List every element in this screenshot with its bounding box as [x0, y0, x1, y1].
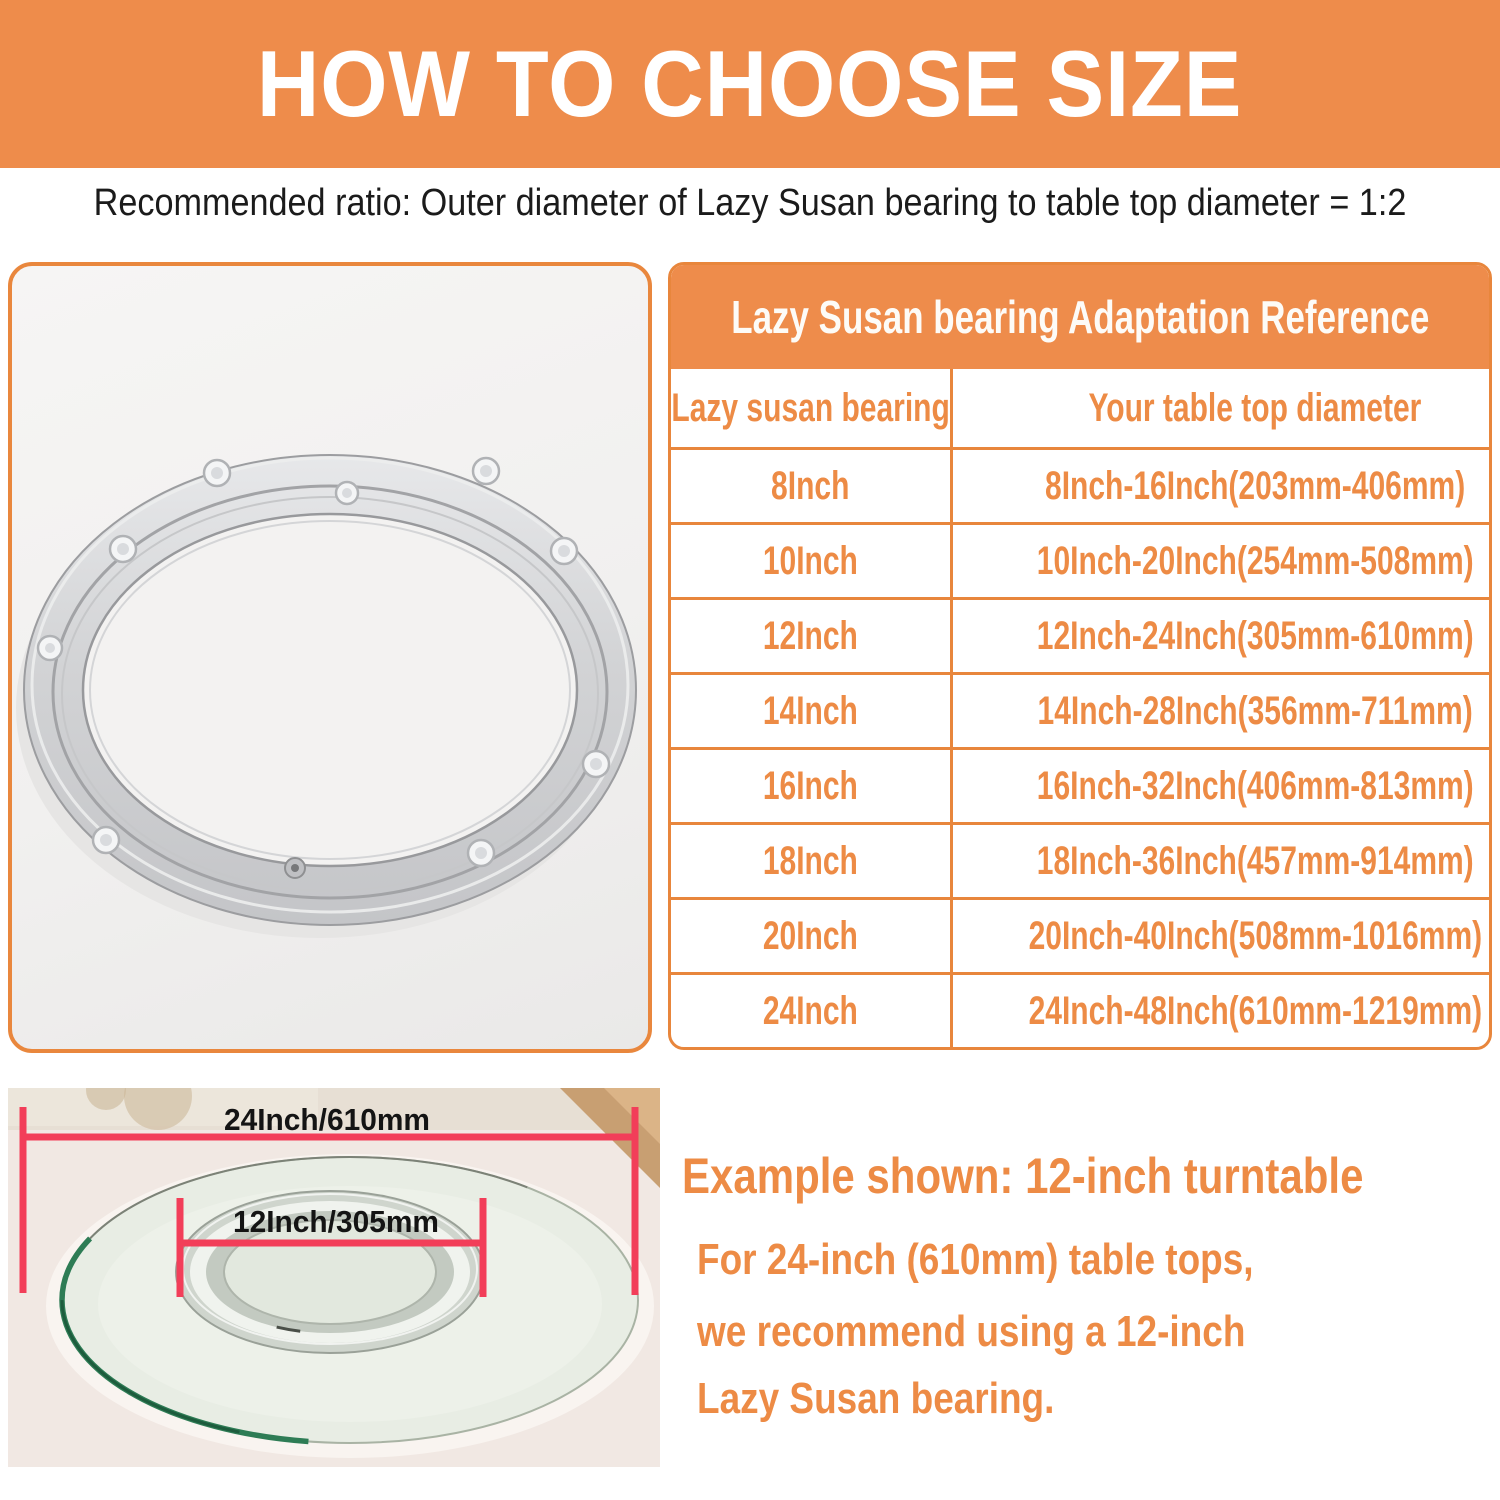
- outer-diameter-label: 24Inch/610mm: [224, 1102, 430, 1137]
- table-row-tabletop-range: 20Inch-40Inch(508mm-1016mm): [953, 897, 1492, 972]
- recommended-ratio-text: Recommended ratio: Outer diameter of Lazy Susan bearing to table top diameter = 1:2: [93, 182, 1407, 224]
- table-row-bearing-size: 16Inch: [671, 747, 953, 822]
- example-line: For 24-inch (610mm) table tops,: [697, 1235, 1254, 1284]
- table-row-tabletop-range: 16Inch-32Inch(406mm-813mm): [953, 747, 1492, 822]
- example-line: we recommend using a 12-inch: [697, 1307, 1246, 1356]
- ring-inner-hole: [83, 514, 577, 866]
- turntable-photo: [8, 1088, 660, 1467]
- example-heading: Example shown: 12-inch turntable: [682, 1148, 1364, 1204]
- adaptation-table: [668, 262, 1492, 1050]
- table-row-tabletop-range: 18Inch-36Inch(457mm-914mm): [953, 822, 1492, 897]
- turntable-illustration: [8, 1088, 660, 1467]
- table-row-bearing-size: 20Inch: [671, 897, 953, 972]
- table-title-bar: [671, 265, 1489, 369]
- table-title: Lazy Susan bearing Adaptation Reference: [730, 291, 1430, 343]
- table-row-bearing-size: 8Inch: [671, 447, 953, 522]
- bearing-ring-illustration: [12, 266, 648, 1049]
- header-banner: [0, 0, 1500, 168]
- table-row-bearing-size: 18Inch: [671, 822, 953, 897]
- table-row-bearing-size: 14Inch: [671, 672, 953, 747]
- table-row-bearing-size: 10Inch: [671, 522, 953, 597]
- column-header-tabletop: Your table top diameter: [1088, 385, 1422, 430]
- table-row-tabletop-range: 10Inch-20Inch(254mm-508mm): [953, 522, 1492, 597]
- example-line: Lazy Susan bearing.: [697, 1374, 1055, 1423]
- table-row-tabletop-range: 24Inch-48Inch(610mm-1219mm): [953, 972, 1492, 1047]
- page-title: HOW TO CHOOSE SIZE: [257, 31, 1243, 136]
- table-row-tabletop-range: 12Inch-24Inch(305mm-610mm): [953, 597, 1492, 672]
- table-row-bearing-size: 24Inch: [671, 972, 953, 1047]
- inner-diameter-label: 12Inch/305mm: [233, 1204, 439, 1239]
- table-row-tabletop-range: 14Inch-28Inch(356mm-711mm): [953, 672, 1492, 747]
- table-grid: [671, 369, 1489, 1047]
- bearing-ring-photo: [8, 262, 652, 1053]
- table-row-tabletop-range: 8Inch-16Inch(203mm-406mm): [953, 447, 1492, 522]
- column-header-bearing: Lazy susan bearing: [671, 369, 953, 447]
- table-row-bearing-size: 12Inch: [671, 597, 953, 672]
